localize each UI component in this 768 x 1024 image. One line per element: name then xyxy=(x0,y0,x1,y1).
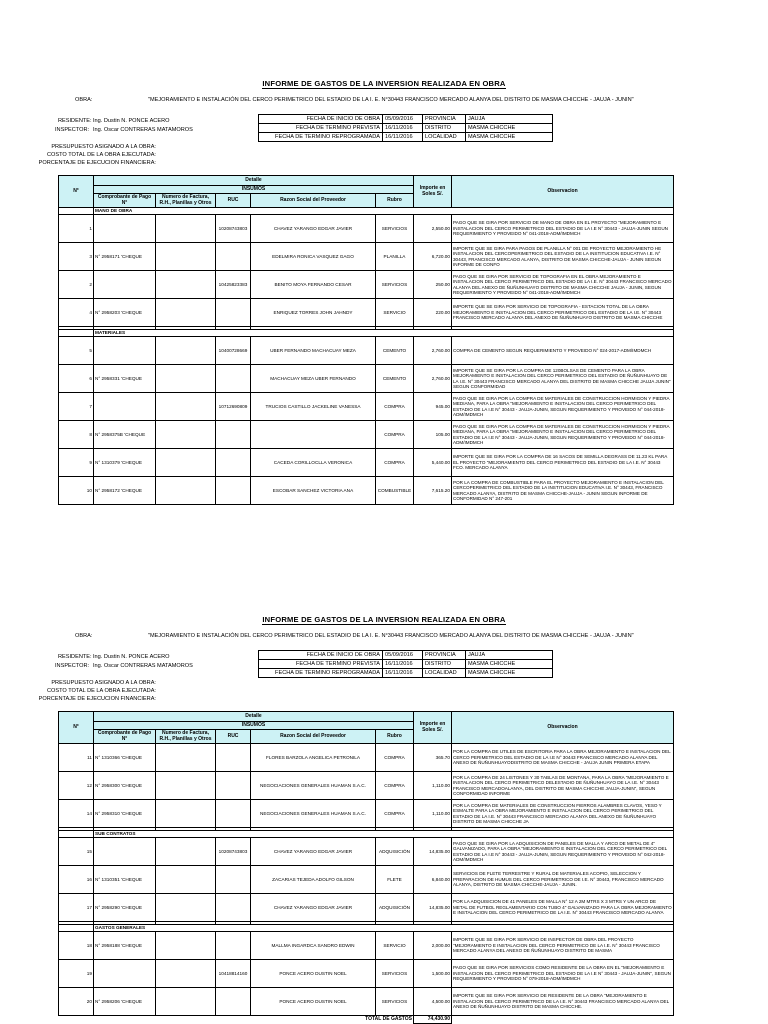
row-number: 15 xyxy=(59,838,94,866)
info-date: 05/09/2016 xyxy=(383,651,423,660)
table-row xyxy=(59,365,674,393)
section-row xyxy=(59,925,674,932)
gastos-table xyxy=(58,175,674,505)
factura-cell xyxy=(156,215,216,243)
row-number: 6 xyxy=(59,365,94,393)
report-title: INFORME DE GASTOS DE LA INVERSION REALIZADA EN OBRA xyxy=(262,615,506,624)
ruc-cell xyxy=(216,988,251,1016)
ruc-cell xyxy=(216,299,251,327)
row-number: 3 xyxy=(59,243,94,271)
comprobante-cell: N° 1310379 'CHEQUE xyxy=(94,449,156,477)
table-row xyxy=(59,477,674,505)
col-header-razon: Razon Social del Proveedor xyxy=(251,194,376,208)
ruc-cell xyxy=(216,421,251,449)
observacion-cell: PAGO QUE SE GIRA POR LA ADQUISICION DE PANELES DE MALLA Y ARCO DE METAL DE 4" GALVANIZADO, PARA LA OBRA "MEJORAMIENTO E INSTALACION DEL CERCO PERIMETRICO DEL ESTADIO DE LA I.E N° 30443 - JAUJA-JUNIN, SEGUN REQUERIMIENTO Y PROVEIDO N° 042-2018-ADM/IMDMCH xyxy=(452,838,674,866)
row-number: 17 xyxy=(59,894,94,922)
rubro-cell: COMPRA xyxy=(376,393,414,421)
info-key: FECHA DE TERMINO REPROGRAMADA xyxy=(259,133,383,142)
importe-cell: 365.70 xyxy=(414,744,452,772)
col-header-n: N° xyxy=(59,176,94,208)
factura-cell xyxy=(156,477,216,505)
comprobante-cell: N° 2958310 'CHEQUE xyxy=(94,800,156,828)
observacion-cell: PAGO QUE SE GIRA POR SERVICIOS COMO RESIDENTE DE LA OBRA EN EL "MEJORAMIENTO E INSTALACION DEL CERCO PERIMETRICO DEL ESTADIO DE LA I.E N° 30443 - JAUJA-JUNIN", SEGUN REQUERIMIENTO Y PROVEIDO N° 079-2018-ADM/IMDMCH xyxy=(452,960,674,988)
info-key: FECHA DE TERMINO REPROGRAMADA xyxy=(259,669,383,678)
costo-label: COSTO TOTAL DE LA OBRA EJECUTADA: xyxy=(46,688,156,694)
observacion-cell: PAGO QUE SE GIRA POR LA COMPRA DE MATERIALES DE CONSTRUCCION HORMIGON Y PIEDRA MEDIANA, PARA LA OBRA "MEJORAMIENTO E INSTALACION DEL CERCO PERIMETRICO DEL ESTADIO DE LA I.E N° 30443 - JAUJA-JUNIN, SEGUN REQUERIMIENTO Y PROVEIDO N° 044-2018-ADM/IMDMCH xyxy=(452,393,674,421)
ruc-cell xyxy=(216,477,251,505)
razon-cell: NEGOCIACIONES GENERALES HUAMAN S.A.C. xyxy=(251,800,376,828)
table-row xyxy=(59,960,674,988)
razon-cell: UBER FERNANDO MACHACUAY MEZA xyxy=(251,337,376,365)
ruc-cell: 10425823383 xyxy=(216,271,251,299)
ruc-cell: 10208743803 xyxy=(216,215,251,243)
factura-cell xyxy=(156,988,216,1016)
row-number: 10 xyxy=(59,477,94,505)
row-number: 1 xyxy=(59,215,94,243)
rubro-cell: COMPRA xyxy=(376,800,414,828)
info-value: MASMA CHICCHE xyxy=(466,133,553,142)
info-date: 05/09/2016 xyxy=(383,115,423,124)
ruc-cell xyxy=(216,800,251,828)
info-value: MASMA CHICCHE xyxy=(466,124,553,133)
razon-cell: CHAVEZ YARANGO EDGAR JAVIER xyxy=(251,838,376,866)
importe-cell: 6,840.00 xyxy=(414,866,452,894)
comprobante-cell: N° 2958206 'CHEQUE xyxy=(94,988,156,1016)
row-number: 14 xyxy=(59,800,94,828)
section-title: SUB CONTRATOS xyxy=(94,831,674,838)
report-title: INFORME DE GASTOS DE LA INVERSION REALIZADA EN OBRA xyxy=(262,79,506,88)
row-number: 20 xyxy=(59,988,94,1016)
section-row xyxy=(59,208,674,215)
row-number: 2 xyxy=(59,271,94,299)
costo-label: COSTO TOTAL DE LA OBRA EJECUTADA: xyxy=(46,152,156,158)
obra-info-table xyxy=(258,114,553,142)
importe-cell: 2,000.00 xyxy=(414,932,452,960)
info-date: 16/11/2016 xyxy=(383,660,423,669)
col-header-rubro: Rubro xyxy=(376,194,414,208)
table-row xyxy=(59,772,674,800)
rubro-cell: COMPRA xyxy=(376,744,414,772)
rubro-cell: CEMENTO xyxy=(376,337,414,365)
col-header-comprobante: Comprobante de Pago N° xyxy=(94,730,156,744)
table-row xyxy=(59,421,674,449)
row-number: 12 xyxy=(59,772,94,800)
table-row xyxy=(59,988,674,1016)
razon-cell: BENITO MOYA FERNANDO CESAR xyxy=(251,271,376,299)
ruc-cell xyxy=(216,449,251,477)
table-row xyxy=(59,449,674,477)
observacion-cell: PAGO QUE SE GIRA POR SERVICIO DE MANO DE OBRA EN EL PROYECTO "MEJORAMIENTO E INSTALACION DEL CERCO PERIMETRICO DEL ESTADIO DE LA I.E N° 30443 - JAUJA-JUNIN SEGUN REQUERIMIENTO Y PROVEIDO N° 041-2018-ADM/IMDMCH xyxy=(452,215,674,243)
obra-label: OBRA: xyxy=(75,633,93,639)
table-row xyxy=(59,393,674,421)
total-row xyxy=(59,1016,674,1024)
row-number: 7 xyxy=(59,393,94,421)
row-number: 4 xyxy=(59,299,94,327)
comprobante-cell: N° 2958290 'CHEQUE xyxy=(94,894,156,922)
ruc-cell xyxy=(216,772,251,800)
ruc-cell: 10418814160 xyxy=(216,960,251,988)
ruc-cell: 10208743803 xyxy=(216,838,251,866)
razon-cell: PONCE ACERO DUSTIN NOEL xyxy=(251,988,376,1016)
section-row xyxy=(59,831,674,838)
importe-cell: 4,500.00 xyxy=(414,988,452,1016)
inspector-label: INSPECTOR: xyxy=(55,663,90,669)
row-number: 18 xyxy=(59,932,94,960)
comprobante-cell: N° 2958172 'CHEQUE xyxy=(94,477,156,505)
comprobante-cell xyxy=(94,838,156,866)
gastos-table xyxy=(58,711,674,1024)
importe-cell: 220.00 xyxy=(414,299,452,327)
col-header-importe: Importe en Soles S/. xyxy=(414,712,452,744)
observacion-cell: IMPORTE QUE SE GIRA POR LA COMPRA DE 16 SACOS DE SEMILLA DEGRASS DE 11.23 KL PARA EL PROYECTO "MEJORAMIENTO DEL CERCO PERIMETRICO DEL ESTADIO DE LA I.E. N° 30443 FCO. MERCADO ALANYA xyxy=(452,449,674,477)
importe-cell: 2,760.00 xyxy=(414,365,452,393)
comprobante-cell: N° 1310351 'CHEQUE xyxy=(94,866,156,894)
row-number: 8 xyxy=(59,421,94,449)
table-row xyxy=(59,932,674,960)
info-date: 16/11/2016 xyxy=(383,133,423,142)
razon-cell: ESCOBAR SANCHEZ VICTORIA ANA xyxy=(251,477,376,505)
observacion-cell: POR LA COMPRA DE COMBUSTIBLE PARA EL PROYECTO MEJORAMIENTO E INSTALACION DEL CERCOPERIMETRICO DEL ESTADIO DE LA INSTITUCION EDUCATIVA I.E. N° 30443, FRANCISCO MERCADO ALANYA, DISTRITO DE MASMA CHICCHE-JAUJA - JUNIN SEGUN INFORME DE CONFORMIDAD N° 247-201 xyxy=(452,477,674,505)
observacion-cell: IMPORTE QUE SE GIRA POR LA COMPRA DE 120BOLSAS DE CEMENTO PARA LA OBRA MEJORAMIENTO E INSTALACION DEL CERCO PERIMETRICO DEL ESTADIO DE ÑUÑUNHUAYO DE LA I.E. N° 30443 FRANCISCO MERCADO ALANYA DEL DISTRITO DE MASMA CHICCHE JAUJA JUNIN" SEGUN CONFORMIDAD xyxy=(452,365,674,393)
rubro-cell: SERVICIOS xyxy=(376,271,414,299)
residente-value: Ing. Dustin N. PONCE ACERO xyxy=(93,118,170,124)
obra-text: "MEJORAMIENTO E INSTALACIÓN DEL CERCO PERIMETRICO DEL ESTADIO DE LA I. E. N°30443 FRANCISCO MERCADO ALANYA DEL DISTRITO DE MASMA CHICCHE - JAUJA - JUNIN" xyxy=(148,633,634,639)
col-header-ruc: RUC xyxy=(216,730,251,744)
importe-cell: 1,500.00 xyxy=(414,960,452,988)
residente-value: Ing. Dustin N. PONCE ACERO xyxy=(93,654,170,660)
factura-cell xyxy=(156,365,216,393)
info-key2: DISTRITO xyxy=(423,124,466,133)
porcentaje-label: PORCENTAJE DE EJECUCION FINANCIERA: xyxy=(38,160,156,166)
table-row xyxy=(59,866,674,894)
info-key: FECHA DE INICIO DE OBRA xyxy=(259,115,383,124)
col-header-insumos: INSUMOS xyxy=(94,186,414,194)
rubro-cell: COMPRA xyxy=(376,421,414,449)
importe-cell: 105.00 xyxy=(414,421,452,449)
observacion-cell: POR LA ADQUISICION DE 41 PANELES DE MALLA N° 12 A 2M MTRS X 3 MTRS Y UN ARCO DE METAL DE FUTBOL REGLAMENTARIO CON TUBO 4" GALVANIZADO PARA LA OBRA MEJORAMIENTO E INSTALACION DEL CERCO PERIMETRICO DE LA I.E. N° 30443 FRANCISCO MERCADO ALANYA xyxy=(452,894,674,922)
rubro-cell: ADQUISICIÓN xyxy=(376,894,414,922)
col-header-comprobante: Comprobante de Pago N° xyxy=(94,194,156,208)
rubro-cell: COMPRA xyxy=(376,449,414,477)
importe-cell: 2,550.00 xyxy=(414,215,452,243)
col-header-razon: Razon Social del Proveedor xyxy=(251,730,376,744)
factura-cell xyxy=(156,337,216,365)
info-row xyxy=(259,669,553,678)
residente-label: RESIDENTE: xyxy=(58,118,92,124)
info-row xyxy=(259,651,553,660)
info-value: JAUJA xyxy=(466,115,553,124)
table-row xyxy=(59,800,674,828)
importe-cell: 14,835.00 xyxy=(414,838,452,866)
factura-cell xyxy=(156,393,216,421)
col-header-observacion: Observacion xyxy=(452,712,674,744)
factura-cell xyxy=(156,449,216,477)
razon-cell: NEGOCIACIONES GENERALES HUAMAN S.A.C. xyxy=(251,772,376,800)
rubro-cell: SERVICIOS xyxy=(376,215,414,243)
factura-cell xyxy=(156,800,216,828)
rubro-cell: SERVICIOS xyxy=(376,988,414,1016)
importe-cell: 2,760.00 xyxy=(414,337,452,365)
razon-cell: CHAVEZ YARANGO EDGAR JAVIER xyxy=(251,215,376,243)
col-header-factura: Numero de Factura, R.H., Planillas y Otros xyxy=(156,194,216,208)
info-value: JAUJA xyxy=(466,651,553,660)
info-row xyxy=(259,133,553,142)
inspector-label: INSPECTOR: xyxy=(55,127,90,133)
factura-cell xyxy=(156,838,216,866)
col-header-detalle: Detalle xyxy=(94,712,414,722)
row-number: 19 xyxy=(59,960,94,988)
observacion-cell: IMPORTE QUE SE GIRA POR SERVICIO DE TOPOGRAFIA - ESTACION TOTAL DE LA OBRA MEJORAMIENTO E INSTALACION DEL CERCO PERIMETRICO DEL ESTADIO DE LA I.E. N° 30443 FRANCISCO MERCADO ALANYA DEL ANEXO DE ÑUÑUNHUAYO DISTRITO DE MASMA CHICCHE xyxy=(452,299,674,327)
col-header-factura: Numero de Factura, R.H., Planillas y Otros xyxy=(156,730,216,744)
razon-cell: EDELMIRA RONICA VASQUEZ GAGO xyxy=(251,243,376,271)
info-date: 16/11/2016 xyxy=(383,669,423,678)
porcentaje-label: PORCENTAJE DE EJECUCION FINANCIERA: xyxy=(38,696,156,702)
inspector-value: Ing. Oscar CONTRERAS MATAMOROS xyxy=(93,663,193,669)
col-header-insumos: INSUMOS xyxy=(94,722,414,730)
razon-cell xyxy=(251,421,376,449)
comprobante-cell: N° 2958188 'CHEQUE xyxy=(94,932,156,960)
info-key: FECHA DE INICIO DE OBRA xyxy=(259,651,383,660)
col-header-rubro: Rubro xyxy=(376,730,414,744)
comprobante-cell: N° 2958300 'CHEQUE xyxy=(94,772,156,800)
presupuesto-label: PRESUPUESTO ASIGNADO A LA OBRA: xyxy=(51,680,156,686)
comprobante-cell xyxy=(94,271,156,299)
factura-cell xyxy=(156,243,216,271)
observacion-cell: POR LA COMPRA DE MATERIALES DE CONSTRUCCION FIERROS ALAMBRES CLAVOS, YESO Y ESMALTE PARA LA OBRA MEJORAMIENTO E INSTALACION DEL CERCO PERIMETRICO DEL ESTADIO DE LA I.E. N° 30443 FRANCISCO MERCADO ALANYA DEL ANEXO DE ÑUÑUNHUAYO DISTRITO DE MASMA CHICCHE JA xyxy=(452,800,674,828)
razon-cell: ZACARIAS TEJEDA ADOLFO GILSON xyxy=(251,866,376,894)
factura-cell xyxy=(156,960,216,988)
comprobante-cell: N° 2958375B 'CHEQUE xyxy=(94,421,156,449)
total-value: 74,430.90 xyxy=(414,1016,452,1024)
observacion-cell: PAGO QUE SE GIRA POR SERVICIO DE TOPOGRAFIA EN EL OBRA MEJORAMIENTO E INSTALACION DEL CERCO PERIMETRICO DEL ESTADIO DE LA I.E. N° 30443 FRANCISCO MERCADO ALANYA DEL ANEXO DE ÑUÑUNHUAYO DISTRITO DE MASMA CHICCHE JAUJA - JUNIN, SEGUN REQUERIMIENTO Y PROVEIDO N° 041-2018-ADM/IMDMCH xyxy=(452,271,674,299)
info-value: MASMA CHICCHE xyxy=(466,669,553,678)
obra-text: "MEJORAMIENTO E INSTALACIÓN DEL CERCO PERIMETRICO DEL ESTADIO DE LA I. E. N°30443 FRANCISCO MERCADO ALANYA DEL DISTRITO DE MASMA CHICCHE - JAUJA - JUNIN" xyxy=(148,97,634,103)
ruc-cell: 10712690809 xyxy=(216,393,251,421)
factura-cell xyxy=(156,866,216,894)
factura-cell xyxy=(156,932,216,960)
table-row xyxy=(59,271,674,299)
info-row xyxy=(259,115,553,124)
info-key2: LOCALIDAD xyxy=(423,133,466,142)
factura-cell xyxy=(156,299,216,327)
factura-cell xyxy=(156,421,216,449)
observacion-cell: IMPORTE QUE SE GIRA PARA PAGOS DE PLANILLA N° 001 DE PROYECTO MEJORAMIENTO HE INSTALACION DEL CERCOPERIMETRICO DEL ESTADIO DE LA INSTITUCION EDUCATIVA I.E. N° 30443, FRANCISCO MERCADO ALANYA, DISTRITO DE MASMA CHICCHE-JAUJA - JUNIN SEGUN INFORME DE CONFO xyxy=(452,243,674,271)
comprobante-cell xyxy=(94,960,156,988)
total-label: TOTAL DE GASTOS xyxy=(365,1016,412,1023)
importe-cell: 14,835.00 xyxy=(414,894,452,922)
col-header-ruc: RUC xyxy=(216,194,251,208)
col-header-importe: Importe en Soles S/. xyxy=(414,176,452,208)
razon-cell: PONCE ACERO DUSTIN NOEL xyxy=(251,960,376,988)
section-title: GASTOS GENERALES xyxy=(94,925,674,932)
importe-cell: 7,615.20 xyxy=(414,477,452,505)
ruc-cell xyxy=(216,365,251,393)
razon-cell: TRUCIOS CASTILLO JACKELINE VANESSA xyxy=(251,393,376,421)
rubro-cell: SERVICIO xyxy=(376,299,414,327)
table-row xyxy=(59,215,674,243)
info-row xyxy=(259,660,553,669)
rubro-cell: SERVICIOS xyxy=(376,960,414,988)
col-header-n: N° xyxy=(59,712,94,744)
razon-cell: FLORES BARZOLA ANGELICA PETRONILA xyxy=(251,744,376,772)
row-number: 11 xyxy=(59,744,94,772)
factura-cell xyxy=(156,894,216,922)
comprobante-cell: N° 2958331 'CHEQUE xyxy=(94,365,156,393)
observacion-cell: PAGO QUE SE GIRA POR LA COMPRA DE MATERIALES DE CONSTRUCCION HORMIGON Y PIEDRA MEDIANA, PARA LA OBRA "MEJORAMIENTO E INSTALACION DEL CERCO PERIMETRICO DEL ESTADIO DE LA I.E N° 30443 - JAUJA-JUNIN, SEGUN REQUERIMIENTO Y PROVEIDO N° 044-2018-ADM/IMDMCH xyxy=(452,421,674,449)
comprobante-cell: N° 1310366 'CHEQUE xyxy=(94,744,156,772)
comprobante-cell: N° 2958203 'CHEQUE xyxy=(94,299,156,327)
presupuesto-label: PRESUPUESTO ASIGNADO A LA OBRA: xyxy=(51,144,156,150)
table-row xyxy=(59,243,674,271)
table-row xyxy=(59,337,674,365)
table-row xyxy=(59,894,674,922)
ruc-cell xyxy=(216,243,251,271)
info-key2: DISTRITO xyxy=(423,660,466,669)
ruc-cell xyxy=(216,866,251,894)
residente-label: RESIDENTE: xyxy=(58,654,92,660)
factura-cell xyxy=(156,772,216,800)
row-number: 5 xyxy=(59,337,94,365)
observacion-cell: POR LA COMPRA DE 24 LISTONES Y 30 TABLAS DE MONTANA, PARA LA OBRA "MEJORAMIENTO E INSTALACION DEL CERCO PERIMETRICO DELESTADIO DE ÑUÑUNHUAYO DE LA I.E. N° 30443 FRANCISCO MERCADOALANYA, DEL DISTRITO DE MASMA CHICCHE JAUJA-JUNIN", SEGUN CONFORMIDAD INFORME xyxy=(452,772,674,800)
razon-cell: MALLMA INGARDCA SANDRO EDWIN xyxy=(251,932,376,960)
razon-cell: MACHACUAY MEZA UBER FERNANDO xyxy=(251,365,376,393)
rubro-cell: ADQUISICIÓN xyxy=(376,838,414,866)
info-key2: PROVINCIA xyxy=(423,115,466,124)
row-number: 16 xyxy=(59,866,94,894)
table-row xyxy=(59,299,674,327)
section-row xyxy=(59,330,674,337)
inspector-value: Ing. Oscar CONTRERAS MATAMOROS xyxy=(93,127,193,133)
rubro-cell: PLANILLA xyxy=(376,243,414,271)
col-header-detalle: Detalle xyxy=(94,176,414,186)
info-key: FECHA DE TERMINO PREVISTA xyxy=(259,124,383,133)
info-key2: PROVINCIA xyxy=(423,651,466,660)
importe-cell: 945.00 xyxy=(414,393,452,421)
rubro-cell: FLETE xyxy=(376,866,414,894)
obra-label: OBRA: xyxy=(75,97,93,103)
razon-cell: ENRIQUEZ TORRES JOHN JAHNDY xyxy=(251,299,376,327)
rubro-cell: CEMENTO xyxy=(376,365,414,393)
info-date: 16/11/2016 xyxy=(383,124,423,133)
importe-cell: 250.00 xyxy=(414,271,452,299)
observacion-cell: IMPORTE QUE SE GIRA POR SERVICIO DE RESIDENTE DE LA OBRA "MEJORAMIENTO E INSTALACION DEL CERCO PERIMETRICO DE LA I.E. N° 30443 FRANCISCO MERCADO ALANYA DEL ANEXO DE ÑUÑUNHUAYO DISTRITO DE MASMA CHICCHE. xyxy=(452,988,674,1016)
table-row xyxy=(59,838,674,866)
importe-cell: 6,720.00 xyxy=(414,243,452,271)
comprobante-cell xyxy=(94,393,156,421)
col-header-observacion: Observacion xyxy=(452,176,674,208)
comprobante-cell: N° 2958171 'CHEQUE xyxy=(94,243,156,271)
razon-cell: CHAVEZ YARANGO EDGAR JAVIER xyxy=(251,894,376,922)
rubro-cell: SERVICIO xyxy=(376,932,414,960)
comprobante-cell xyxy=(94,337,156,365)
obra-info-table xyxy=(258,650,553,678)
section-title: MATERIALES xyxy=(94,330,674,337)
factura-cell xyxy=(156,744,216,772)
importe-cell: 1,110.00 xyxy=(414,772,452,800)
info-key2: LOCALIDAD xyxy=(423,669,466,678)
rubro-cell: COMPRA xyxy=(376,772,414,800)
ruc-cell xyxy=(216,932,251,960)
ruc-cell xyxy=(216,744,251,772)
comprobante-cell xyxy=(94,215,156,243)
ruc-cell xyxy=(216,894,251,922)
ruc-cell: 10400728669 xyxy=(216,337,251,365)
info-row xyxy=(259,124,553,133)
row-number: 9 xyxy=(59,449,94,477)
observacion-cell: COMPRA DE CEMENTO SEGUN REQUERIMIENTO Y PROVEIDO N° 024-2017-ADM/IMDMCH xyxy=(452,337,674,365)
rubro-cell: COMBUSTIBLE xyxy=(376,477,414,505)
importe-cell: 5,440.00 xyxy=(414,449,452,477)
info-value: MASMA CHICCHE xyxy=(466,660,553,669)
razon-cell: CACEDA CORILLOCLLA VERONICA xyxy=(251,449,376,477)
observacion-cell: IMPORTE QUE SE GIRA POR SERVICIO DE INSPECTOR DE OBRA DEL PROYECTO "MEJORAMIENTO E INSTALACION DEL CERCO PERIMETRICO DE LA I.E. N° 30443 FRANCISCO MERCADO ALANYA DEL ANEXO DE ÑUÑUNHUAYO DISTRITO DE MASMA xyxy=(452,932,674,960)
observacion-cell: SERVICIOS DE FLETE TERRESTRE Y RURAL DE MATERIALES ACOPIO, SELECCION Y PREPARACION DE HUMUS DEL CERCO PERIMETRICO DE I.E. N° 30443, FRANCISCO MERCADO ALANYA, DISTRITO DE MASMA CHICCHE-JAUJA - JUNIN. xyxy=(452,866,674,894)
info-key: FECHA DE TERMINO PREVISTA xyxy=(259,660,383,669)
section-title: MANO DE OBRA xyxy=(94,208,674,215)
observacion-cell: POR LA COMPRA DE UTILES DE ESCRITORIA PARA LA OBRA MEJORAMIENTO E INSTALACION DEL CERCO PERIMETRICO DEL ESTADIO DE LA I.E N° 30443 FRANCISCO MERCADO ALANYA DEL ANEXO DE ÑUÑUNHUAYODISTRITO DE MASMA CHICCHE - JAUJA JUNIN PRIMERA ETAPA xyxy=(452,744,674,772)
importe-cell: 1,110.00 xyxy=(414,800,452,828)
table-row xyxy=(59,744,674,772)
factura-cell xyxy=(156,271,216,299)
